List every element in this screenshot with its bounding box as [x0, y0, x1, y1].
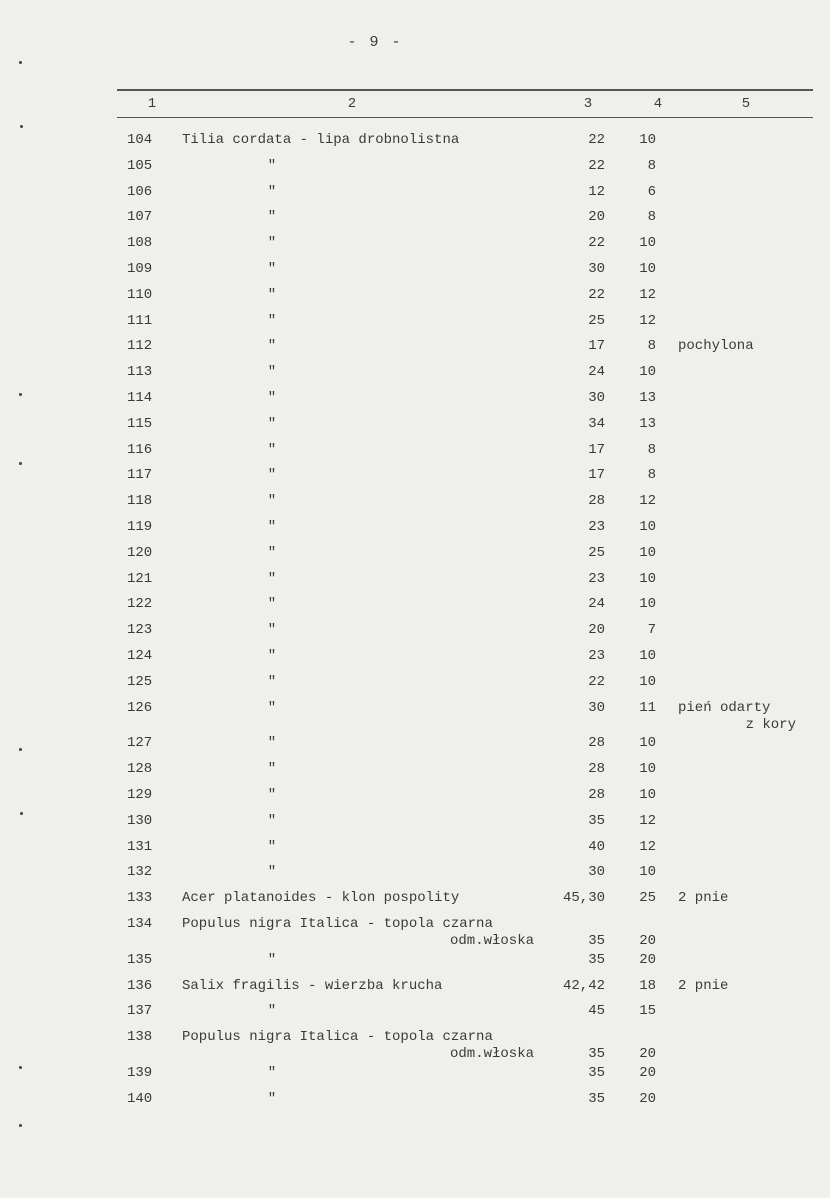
species-name: Acer platanoides - klon pospolity [182, 890, 460, 907]
tree-height: 12 [639, 312, 656, 329]
tree-height: 12 [639, 493, 656, 510]
tree-number: 126 [127, 699, 153, 716]
ditto-mark: " [267, 338, 277, 355]
tree-number: 128 [127, 761, 153, 778]
margin-mark [19, 61, 22, 64]
ditto-mark: " [267, 596, 277, 613]
tree-number: 117 [127, 467, 153, 484]
tree-height: 10 [639, 519, 656, 535]
tree-number: 118 [127, 493, 153, 510]
tree-number: 124 [127, 648, 153, 664]
ditto-mark: " [267, 1065, 277, 1081]
tree-number: 127 [127, 735, 153, 752]
trunk-circumference: 22 [588, 286, 605, 303]
ditto-mark: " [267, 183, 277, 200]
species-name: Populus nigra Italica - topola czarna [182, 1029, 493, 1046]
table-row [0, 699, 830, 733]
tree-height: 15 [639, 1003, 656, 1020]
tree-number: 137 [127, 1003, 153, 1020]
tree-height: 10 [639, 596, 656, 613]
table-row [0, 1091, 830, 1113]
tree-height: 13 [639, 390, 656, 406]
trunk-circumference: 22 [588, 157, 605, 174]
tree-height: 20 [639, 951, 656, 968]
trunk-circumference: 22 [588, 673, 605, 690]
tree-number: 110 [127, 286, 153, 303]
tree-height: 10 [639, 261, 656, 277]
tree-height: 12 [639, 286, 656, 303]
tree-number: 130 [127, 812, 153, 829]
trunk-circumference: 30 [588, 699, 605, 716]
ditto-mark: " [267, 364, 277, 381]
ditto-mark: " [267, 812, 277, 829]
tree-number: 131 [127, 838, 153, 855]
ditto-mark: " [267, 467, 277, 484]
tree-height: 18 [639, 977, 656, 994]
tree-height: 10 [639, 648, 656, 664]
trunk-circumference: 17 [588, 467, 605, 484]
tree-height: 8 [647, 467, 656, 484]
table-row [0, 674, 830, 696]
ditto-mark: " [267, 390, 277, 406]
tree-number: 111 [127, 312, 153, 329]
trunk-circumference: 35 [588, 951, 605, 968]
tree-height: 10 [639, 570, 656, 587]
trunk-circumference: 30 [588, 864, 605, 881]
ditto-mark: " [267, 261, 277, 277]
trunk-circumference: 28 [588, 493, 605, 510]
tree-height: 10 [639, 544, 656, 561]
table-row [0, 313, 830, 335]
tree-height: 20 [639, 1046, 656, 1063]
margin-mark [19, 1124, 22, 1127]
tree-height: 8 [647, 338, 656, 355]
tree-number: 119 [127, 519, 153, 535]
column-header-2: 2 [347, 96, 357, 112]
table-row [0, 952, 830, 974]
trunk-circumference: 35 [588, 1090, 605, 1107]
tree-height: 12 [639, 812, 656, 829]
tree-height: 10 [639, 364, 656, 381]
tree-height: 13 [639, 415, 656, 432]
species-name: Populus nigra Italica - topola czarna [182, 916, 493, 932]
tree-number: 106 [127, 183, 153, 200]
table-row [0, 622, 830, 644]
tree-number: 104 [127, 132, 153, 148]
table-row [0, 1065, 830, 1087]
trunk-circumference: 17 [588, 338, 605, 355]
tree-number: 123 [127, 622, 153, 639]
table-header-rule [117, 117, 813, 118]
tree-height: 8 [647, 441, 656, 458]
table-row [0, 761, 830, 783]
trunk-circumference: 22 [588, 132, 605, 148]
tree-number: 139 [127, 1065, 153, 1081]
table-row [0, 1029, 830, 1063]
column-header-5: 5 [741, 96, 751, 112]
ditto-mark: " [267, 648, 277, 664]
table-row [0, 338, 830, 360]
tree-number: 116 [127, 441, 153, 458]
tree-height: 10 [639, 132, 656, 148]
remark-continued: z kory [745, 716, 796, 733]
trunk-circumference: 28 [588, 787, 605, 803]
tree-number: 115 [127, 415, 153, 432]
tree-height: 10 [639, 235, 656, 252]
tree-number: 135 [127, 951, 153, 968]
tree-number: 114 [127, 390, 153, 406]
ditto-mark: " [267, 570, 277, 587]
trunk-circumference: 25 [588, 544, 605, 561]
table-row [0, 442, 830, 464]
trunk-circumference: 20 [588, 209, 605, 226]
tree-number: 134 [127, 916, 153, 932]
trunk-circumference: 30 [588, 261, 605, 277]
table-top-rule [117, 89, 813, 91]
trunk-circumference: 35 [588, 933, 605, 949]
tree-number: 121 [127, 570, 153, 587]
tree-number: 125 [127, 673, 153, 690]
tree-height: 20 [639, 1090, 656, 1107]
trunk-circumference: 45,30 [562, 890, 605, 907]
tree-height: 7 [647, 622, 656, 639]
ditto-mark: " [267, 441, 277, 458]
tree-height: 10 [639, 864, 656, 881]
trunk-circumference: 24 [588, 596, 605, 613]
tree-height: 11 [639, 699, 656, 716]
column-header-4: 4 [653, 96, 663, 112]
table-row [0, 735, 830, 757]
ditto-mark: " [267, 864, 277, 881]
ditto-mark: " [267, 235, 277, 252]
table-row [0, 519, 830, 541]
page-number: - 9 - [347, 34, 403, 51]
table-row [0, 916, 830, 949]
remark: pochylona [678, 338, 754, 355]
margin-mark [20, 125, 23, 128]
table-row [0, 261, 830, 283]
species-name: Tilia cordata - lipa drobnolistna [182, 132, 460, 148]
table-row [0, 978, 830, 1000]
table-row [0, 416, 830, 438]
trunk-circumference: 20 [588, 622, 605, 639]
remark: 2 pnie [678, 890, 729, 907]
table-row [0, 1003, 830, 1025]
tree-number: 113 [127, 364, 153, 381]
ditto-mark: " [267, 735, 277, 752]
table-row [0, 648, 830, 670]
trunk-circumference: 45 [588, 1003, 605, 1020]
tree-number: 140 [127, 1090, 153, 1107]
table-row [0, 132, 830, 154]
trunk-circumference: 17 [588, 441, 605, 458]
tree-height: 12 [639, 838, 656, 855]
table-row [0, 184, 830, 206]
ditto-mark: " [267, 673, 277, 690]
ditto-mark: " [267, 761, 277, 778]
tree-number: 120 [127, 544, 153, 561]
tree-number: 109 [127, 261, 153, 277]
tree-height: 10 [639, 787, 656, 803]
table-row [0, 235, 830, 257]
trunk-circumference: 28 [588, 761, 605, 778]
species-variety: odm.włoska [449, 1046, 534, 1063]
species-variety: odm.włoska [449, 933, 534, 949]
table-row [0, 209, 830, 231]
ditto-mark: " [267, 209, 277, 226]
trunk-circumference: 42,42 [562, 977, 605, 994]
table-row [0, 787, 830, 809]
table-row [0, 864, 830, 886]
tree-number: 122 [127, 596, 153, 613]
ditto-mark: " [267, 1090, 277, 1107]
trunk-circumference: 24 [588, 364, 605, 381]
tree-height: 10 [639, 735, 656, 752]
table-row [0, 390, 830, 412]
table-row [0, 596, 830, 618]
ditto-mark: " [267, 519, 277, 535]
tree-number: 105 [127, 157, 153, 174]
tree-height: 10 [639, 761, 656, 778]
trunk-circumference: 35 [588, 1065, 605, 1081]
table-row [0, 364, 830, 386]
column-header-1: 1 [147, 96, 157, 112]
tree-height: 20 [639, 1065, 656, 1081]
table-row [0, 493, 830, 515]
tree-number: 132 [127, 864, 153, 881]
trunk-circumference: 34 [588, 415, 605, 432]
species-name: Salix fragilis - wierzba krucha [182, 977, 443, 994]
trunk-circumference: 22 [588, 235, 605, 252]
table-row [0, 571, 830, 593]
tree-number: 129 [127, 787, 153, 803]
tree-number: 108 [127, 235, 153, 252]
trunk-circumference: 35 [588, 1046, 605, 1063]
margin-mark [19, 462, 22, 465]
ditto-mark: " [267, 157, 277, 174]
tree-height: 10 [639, 673, 656, 690]
margin-mark [19, 1066, 22, 1069]
tree-number: 107 [127, 209, 153, 226]
trunk-circumference: 30 [588, 390, 605, 406]
ditto-mark: " [267, 544, 277, 561]
tree-number: 112 [127, 338, 153, 355]
margin-mark [19, 393, 22, 396]
ditto-mark: " [267, 286, 277, 303]
ditto-mark: " [267, 415, 277, 432]
ditto-mark: " [267, 699, 277, 716]
remark: pień odarty [678, 699, 771, 716]
tree-number: 136 [127, 977, 153, 994]
table-row [0, 467, 830, 489]
trunk-circumference: 40 [588, 838, 605, 855]
table-row [0, 287, 830, 309]
trunk-circumference: 28 [588, 735, 605, 752]
remark: 2 pnie [678, 977, 729, 994]
ditto-mark: " [267, 622, 277, 639]
ditto-mark: " [267, 787, 277, 803]
tree-height: 25 [639, 890, 656, 907]
margin-mark [20, 812, 23, 815]
table-row [0, 890, 830, 912]
tree-height: 8 [647, 209, 656, 226]
ditto-mark: " [267, 951, 277, 968]
table-row [0, 545, 830, 567]
ditto-mark: " [267, 1003, 277, 1020]
margin-mark [19, 748, 22, 751]
tree-height: 8 [647, 157, 656, 174]
tree-number: 138 [127, 1029, 153, 1046]
tree-number: 133 [127, 890, 153, 907]
trunk-circumference: 23 [588, 519, 605, 535]
trunk-circumference: 12 [588, 183, 605, 200]
trunk-circumference: 23 [588, 648, 605, 664]
trunk-circumference: 25 [588, 312, 605, 329]
trunk-circumference: 23 [588, 570, 605, 587]
table-row [0, 813, 830, 835]
tree-height: 20 [639, 933, 656, 949]
table-row [0, 158, 830, 180]
tree-height: 6 [647, 183, 656, 200]
column-header-3: 3 [583, 96, 593, 112]
ditto-mark: " [267, 312, 277, 329]
ditto-mark: " [267, 838, 277, 855]
table-row [0, 839, 830, 861]
ditto-mark: " [267, 493, 277, 510]
trunk-circumference: 35 [588, 812, 605, 829]
